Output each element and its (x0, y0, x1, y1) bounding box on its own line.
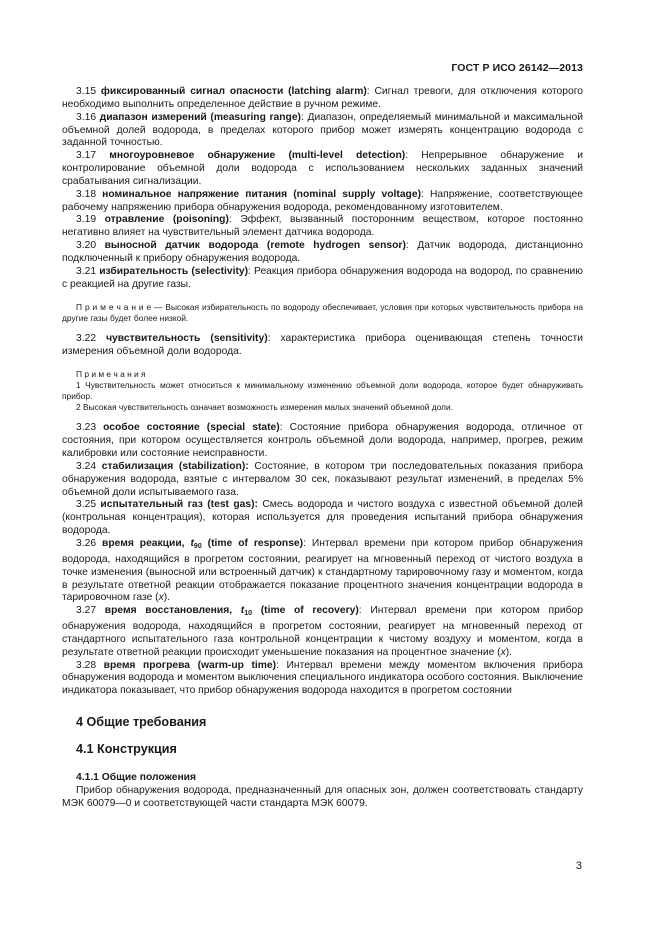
time-subscript: 90 (193, 543, 202, 550)
term-number: 3.15 (76, 86, 97, 97)
term-name: выносной датчик водорода (remote hydrogen sensor) (104, 240, 406, 252)
note-label: П р и м е ч а н и е — (76, 301, 163, 312)
term-name (102, 538, 303, 549)
term-definition: : Состояние прибора обнаружения водорода, отличное от состояния, при котором осуществляется контроль объемной доли водорода, например, прогрев, режим калибровки или состояние неисправности. (62, 422, 583, 460)
term-number: 3.16 (76, 111, 97, 123)
note-text: Высокая избирательность по водороду обеспечивает, условия при которых чувствительность прибора на другие газы будет более низкой. (62, 301, 583, 323)
term-definition: : Интервал времени при котором прибор обнаружения водорода, находящийся в прогретом состоянии, реагирует на мгновенный переход от стандартного испытательного газа контрольной концентрации к чистому воздуху и моментом, когда в результате ответной реакции происходит уменьшение показания на процентное значение ( (62, 605, 583, 658)
term-number: 3.26 (76, 538, 97, 549)
note-selectivity (62, 302, 583, 324)
term-definition: : Эффект, вызванный посторонним веществом, которое постоянно негативно влияет на чувствительный элемент датчика водорода. (62, 214, 583, 239)
term-number: 3.18 (76, 188, 97, 200)
term-3-23 (62, 422, 583, 461)
term-definition: : Непрерывное обнаружение и контролирование объемной доли водорода с использованием нескольких заданных значений срабатывания сигнализации. (62, 150, 583, 187)
term-name: фиксированный сигнал опасности (latching alarm) (100, 86, 367, 97)
term-number: 3.23 (76, 422, 97, 434)
term-name: чувствительность (sensitivity) (106, 332, 268, 344)
term-name-part: (time of response) (201, 538, 304, 549)
term-number: 3.20 (76, 240, 97, 252)
time-symbol: t (190, 538, 194, 549)
term-name: время прогрева (warm-up time) (103, 659, 277, 671)
note-item: 2 Высокая чувствительность означает возможность измерения малых значений объемной доли. (76, 402, 453, 413)
term-3-17 (62, 150, 583, 189)
term-name-part: время восстановления, (104, 605, 241, 617)
standard-code-header: ГОСТ Р ИСО 26142—2013 (451, 62, 583, 74)
time-symbol: t (240, 605, 245, 617)
section-4-heading: 4 Общие требования (76, 715, 207, 730)
note-item: 1 Чувствительность может относиться к минимальному изменению объемной доли водорода, которое будет обнаруживать прибор. (62, 379, 583, 401)
term-definition: : Реакция прибора обнаружения водорода на водород, по сравнению с реакцией на другие газы. (62, 265, 583, 290)
term-3-28 (62, 660, 583, 699)
term-definition: : Сигнал тревоги, для отключения которого необходимо выполнить определенное действие в ручном режиме. (62, 86, 583, 110)
term-3-16 (62, 112, 583, 151)
term-definition: : Интервал времени при котором прибор обнаружения водорода, находящийся в прогретом состоянии, реагирует на мгновенный переход от чистого воздуха в точке изменения (выносной или встроенный датчик) к стандартному тарировочному газу и моментом, когда в результате ответной реакции отображается показание процентного значения концентрации водорода в тарировочном газе ( (62, 538, 583, 604)
term-definition: : Диапазон, определяемый минимальной и максимальной объемной долей водорода, в пределах которого прибор может измерять концентрацию водорода с заданной точностью. (62, 111, 583, 149)
term-3-18 (62, 189, 583, 215)
term-number: 3.22 (76, 332, 97, 344)
term-3-21 (62, 266, 583, 292)
term-definition: Состояние, в котором три последовательных показания прибора обнаружения водорода, взятые с интервалом 30 сек, показывают результат изменений, в пределах 5% объемной доли испытываемого газа. (62, 460, 583, 498)
term-number: 3.25 (76, 499, 97, 511)
term-name: испытательный газ (test gas): (100, 499, 258, 511)
term-3-26 (62, 538, 583, 605)
term-3-25 (62, 499, 583, 538)
term-number: 3.27 (76, 605, 97, 617)
term-definition: : Интервал времени между моментом включения прибора обнаружения водорода и моментом выключения специального индикатора особого состояния. Выключение индикатора показывает, что прибор обнаружения водорода находится в прогретом состоянии (62, 659, 583, 697)
term-number: 3.19 (76, 214, 97, 226)
page-number: 3 (575, 860, 582, 872)
term-3-24 (62, 461, 583, 500)
document-body (62, 86, 583, 810)
notes-sensitivity (62, 369, 583, 414)
term-name: избирательность (selectivity) (99, 265, 249, 277)
time-subscript: 10 (244, 610, 253, 618)
term-3-19 (62, 214, 583, 240)
term-name (105, 605, 359, 616)
term-number: 3.17 (76, 150, 97, 162)
term-definition: Смесь водорода и чистого воздуха с известной объемной долей (контрольная концентрация), которая используется для проведения испытаний прибора обнаружения водорода. (62, 499, 583, 537)
term-name: многоуровневое обнаружение (multi-level detection) (109, 150, 406, 162)
term-number: 3.24 (76, 460, 97, 472)
section-4-1-1-heading: 4.1.1 Общие положения (76, 771, 196, 783)
term-definition: : Датчик водорода, дистанционно подключенный к прибору обнаружения водорода. (62, 240, 583, 264)
term-3-15 (62, 86, 583, 112)
term-number: 3.28 (76, 659, 97, 671)
x-symbol: x (500, 646, 506, 658)
term-3-27 (62, 605, 583, 659)
term-name-part: время реакции, (102, 538, 191, 549)
term-name: отравление (poisoning) (104, 214, 229, 226)
term-name: особое состояние (special state) (103, 422, 280, 434)
notes-label: П р и м е ч а н и я (76, 368, 146, 379)
term-definition: : характеристика прибора оценивающая степень точности измерения объемной доли водорода. (62, 332, 583, 357)
section-4-1-heading: 4.1 Конструкция (76, 741, 177, 756)
term-name: номинальное напряжение питания (nominal supply voltage) (102, 188, 421, 200)
term-definition: : Напряжение, соответствующее рабочему напряжению прибора обнаружения водорода, рекомендованному изготовителем. (62, 188, 583, 213)
term-3-22 (62, 333, 583, 359)
term-definition-end: ). (505, 646, 513, 658)
term-name: стабилизация (stabilization): (101, 460, 249, 472)
x-symbol: x (158, 592, 164, 604)
term-number: 3.21 (76, 265, 97, 277)
term-3-20 (62, 240, 583, 266)
section-4-1-1-text: Прибор обнаружения водорода, предназначенный для опасных зон, должен соответствовать стандарту МЭК 60079—0 и соответствующей части стандарта МЭК 60079. (62, 784, 583, 809)
term-name: диапазон измерений (measuring range) (99, 111, 301, 123)
term-definition-end: ). (163, 592, 171, 604)
term-name-part: (time of recovery) (252, 605, 359, 617)
